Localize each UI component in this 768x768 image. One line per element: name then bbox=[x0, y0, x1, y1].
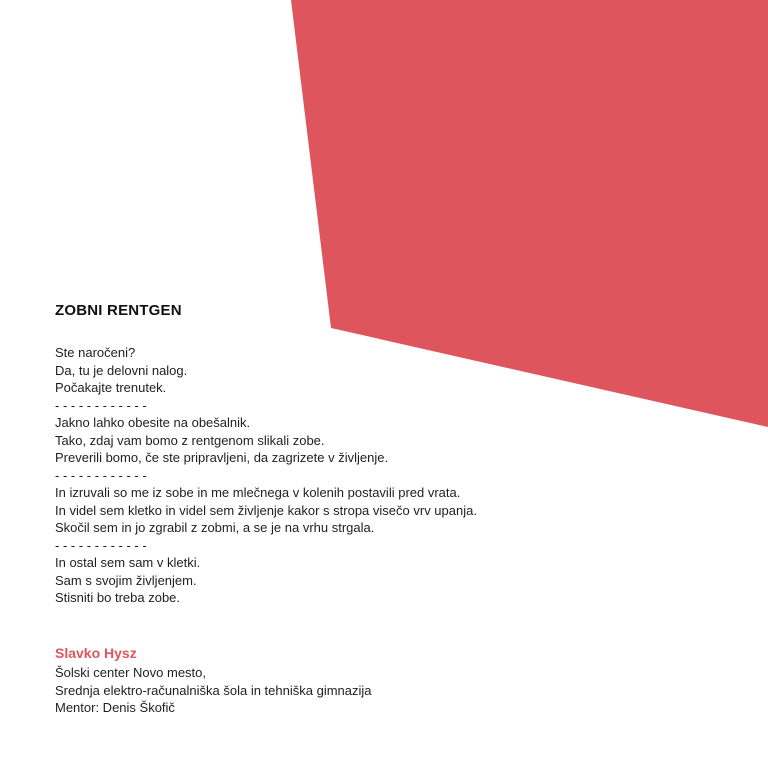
author-name: Slavko Hysz bbox=[55, 645, 137, 661]
poem-line: In ostal sem sam v kletki. bbox=[55, 555, 201, 570]
poem-line: Tako, zdaj vam bomo z rentgenom slikali zobe. bbox=[55, 432, 325, 448]
poem-line: Skočil sem in jo zgrabil z zobmi, a se je na vrhu strgala. bbox=[55, 520, 375, 535]
poem-line: Ste naročeni? bbox=[55, 345, 136, 360]
poem-line: In izruvali so me iz sobe in me mlečnega v kolenih postavili pred vrata. bbox=[55, 485, 461, 500]
poem-separator: - - - - - - - - - - - - bbox=[55, 467, 147, 483]
school-department: Srednja elektro-računalniška šola in tehniška gimnazija bbox=[55, 682, 372, 698]
poem-line: Stisniti bo treba zobe. bbox=[55, 590, 181, 605]
poem-body bbox=[55, 344, 477, 607]
poem-line: In videl sem kletko in videl sem življenje kakor s stropa visečo vrv upanja. bbox=[55, 502, 477, 518]
mentor-line: Mentor: Denis Škofič bbox=[55, 700, 175, 715]
poem-line: Preverili bomo, če ste pripravljeni, da zagrizete v življenje. bbox=[55, 450, 389, 465]
poem-line: Da, tu je delovni nalog. bbox=[55, 362, 188, 378]
poem-separator: - - - - - - - - - - - - bbox=[55, 397, 147, 413]
poem-title: ZOBNI RENTGEN bbox=[55, 302, 182, 319]
poem-line: Jakno lahko obesite na obešalnik. bbox=[55, 415, 251, 430]
poem-line: Počakajte trenutek. bbox=[55, 380, 167, 395]
poem-separator: - - - - - - - - - - - - bbox=[55, 537, 147, 553]
author-affiliation bbox=[55, 664, 372, 717]
poem-line: Sam s svojim življenjem. bbox=[55, 572, 197, 588]
school-name: Šolski center Novo mesto, bbox=[55, 665, 207, 680]
